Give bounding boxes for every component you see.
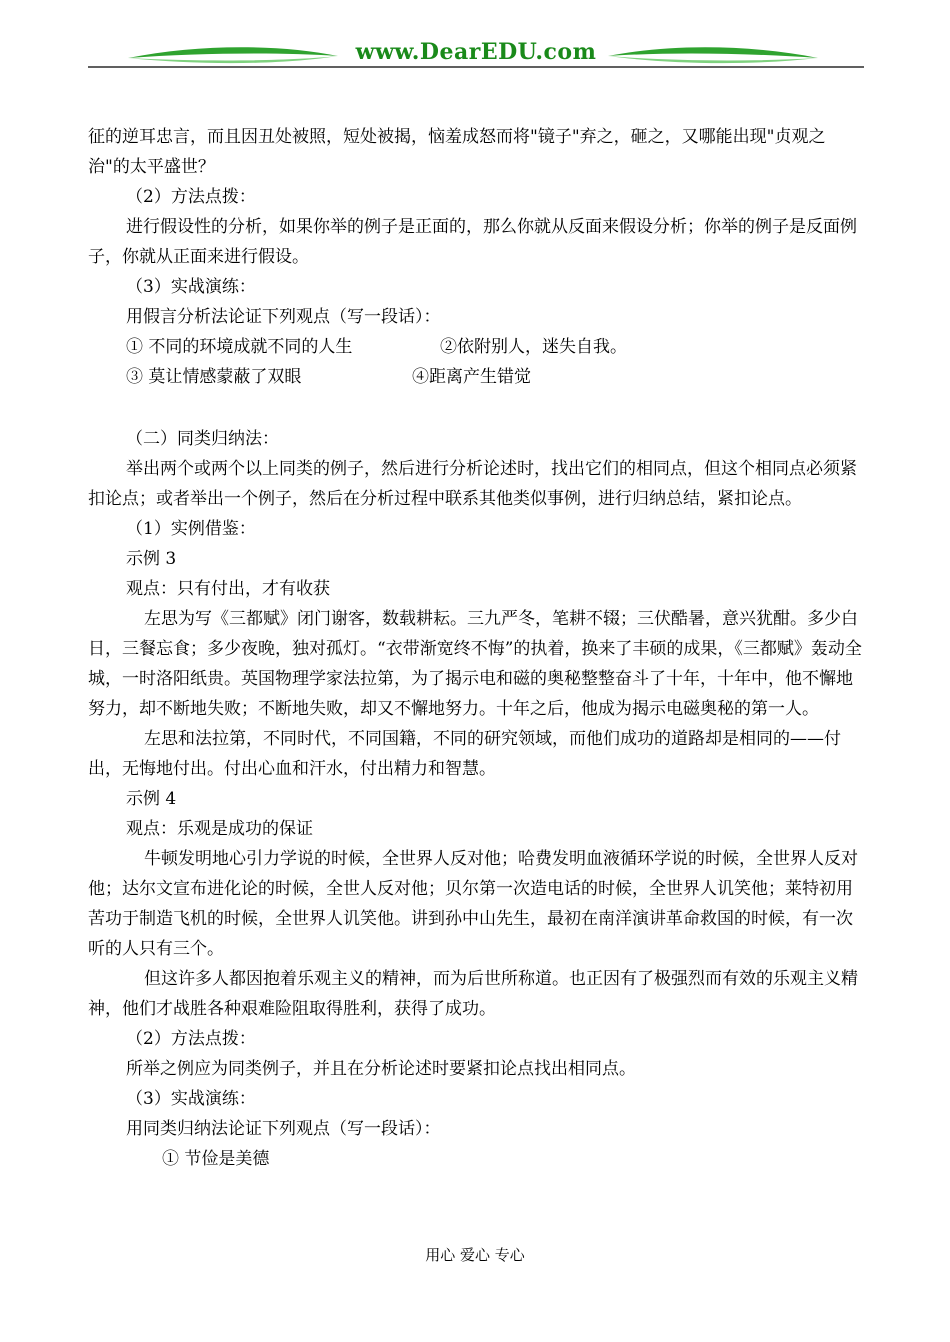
exercise-item: ① 节俭是美德 [162, 1149, 270, 1169]
document-body [88, 122, 866, 1174]
paragraph: 但这许多人都因抱着乐观主义的精神，而为后世所称道。也正因有了极强烈而有效的乐观主义精神，他们才战胜各种艰难险阻取得胜利，获得了成功。 [88, 969, 858, 1019]
section-heading: （2）方法点拨： [126, 1029, 256, 1049]
exercise-item: ③ 莫让情感蒙蔽了双眼 [126, 367, 302, 387]
page-header [88, 36, 864, 70]
paragraph: 用假言分析法论证下列观点（写一段话）： [126, 307, 441, 327]
paragraph: 征的逆耳忠言，而且因丑处被照，短处被揭，恼羞成怒而将"镜子"弃之，砸之，又哪能出现"贞观之治"的太平盛世？ [88, 127, 826, 177]
paragraph: 左思为写《三都赋》闭门谢客，数载耕耘。三九严冬，笔耕不辍；三伏酷暑，意兴犹酣。多少白日，三餐忘食；多少夜晚，独对孤灯。“衣带渐宽终不悔”的执着，换来了丰硕的成果，《三都赋》轰动全城，一时洛阳纸贵。英国物理学家法拉第，为了揭示电和磁的奥秘整整奋斗了十年，十年中，他不懈地努力，却不断地失败；不断地失败，却又不懈地努力。十年之后，他成为揭示电磁奥秘的第一人。 [88, 609, 862, 719]
section-heading: （1）实例借鉴： [126, 519, 256, 539]
section-heading: （3）实战演练： [126, 1089, 256, 1109]
example-viewpoint: 观点：只有付出，才有收获 [126, 579, 330, 599]
exercise-item: ④距离产生错觉 [412, 367, 531, 387]
paragraph: 用同类归纳法论证下列观点（写一段话）： [126, 1119, 441, 1139]
paragraph: 左思和法拉第，不同时代，不同国籍，不同的研究领域，而他们成功的道路却是相同的——付出，无悔地付出。付出心血和汗水，付出精力和智慧。 [88, 729, 841, 779]
example-label: 示例 4 [126, 789, 177, 809]
section-heading: （二）同类归纳法： [126, 429, 279, 449]
site-logo-text: www.DearEDU.com [355, 39, 597, 65]
exercise-row [126, 332, 866, 362]
page-footer: 用心 爱心 专心 [425, 1246, 525, 1264]
section-heading: （2）方法点拨： [126, 187, 256, 207]
paragraph: 举出两个或两个以上同类的例子，然后进行分析论述时，找出它们的相同点，但这个相同点必须紧扣论点；或者举出一个例子，然后在分析过程中联系其他类似事例，进行归纳总结，紧扣论点。 [88, 459, 857, 509]
paragraph: 所举之例应为同类例子，并且在分析论述时要紧扣论点找出相同点。 [126, 1059, 636, 1079]
example-label: 示例 3 [126, 549, 177, 569]
exercise-item: ②依附别人，迷失自我。 [440, 337, 627, 357]
exercise-row [126, 362, 866, 392]
paragraph: 进行假设性的分析，如果你举的例子是正面的，那么你就从反面来假设分析；你举的例子是反面例子，你就从正面来进行假设。 [88, 217, 857, 267]
section-heading: （3）实战演练： [126, 277, 256, 297]
exercise-item: ① 不同的环境成就不同的人生 [126, 337, 353, 357]
paragraph: 牛顿发明地心引力学说的时候，全世界人反对他；哈费发明血液循环学说的时候，全世界人反对他；达尔文宣布进化论的时候，全世人反对他；贝尔第一次造电话的时候，全世界人讥笑他；莱特初用苦功于制造飞机的时候，全世界人讥笑他。讲到孙中山先生，最初在南洋演讲革命救国的时候，有一次听的人只有三个。 [88, 849, 858, 959]
example-viewpoint: 观点：乐观是成功的保证 [126, 819, 313, 839]
